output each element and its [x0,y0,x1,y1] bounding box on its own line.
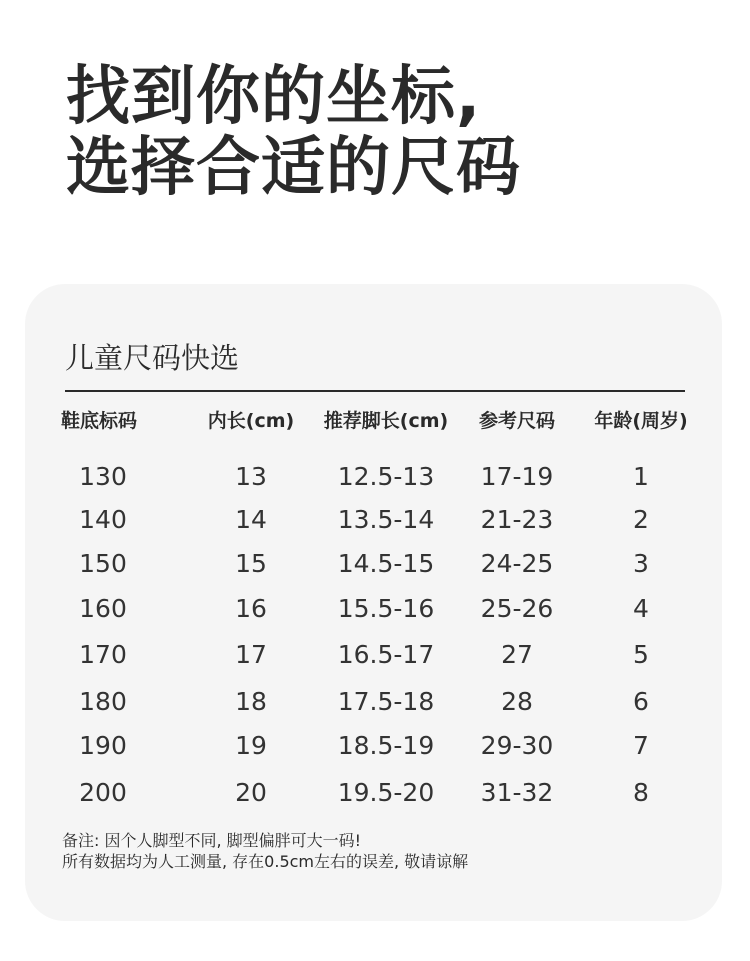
cell-age: 3 [633,549,649,578]
header-reference-size: 参考尺码 [478,410,555,432]
cell-foot-length: 15.5-16 [337,594,435,623]
size-chart-card [25,284,722,921]
header-sole-size: 鞋底标码 [61,410,138,432]
card-title: 儿童尺码快选 [65,341,240,375]
size-table [25,410,722,807]
table-row [25,505,722,534]
cell-reference-size: 24-25 [480,549,554,578]
cell-age: 2 [633,505,649,534]
cell-foot-length: 12.5-13 [337,462,435,491]
headline [66,62,521,204]
cell-foot-length: 13.5-14 [337,505,435,534]
cell-sole-size: 140 [79,505,127,534]
cell-inner-length: 14 [235,505,267,534]
cell-inner-length: 16 [235,594,267,623]
cell-age: 1 [633,462,649,491]
cell-reference-size: 21-23 [480,505,554,534]
table-row [25,594,722,623]
cell-inner-length: 20 [235,778,267,807]
cell-inner-length: 18 [235,687,267,716]
title-divider [65,390,685,392]
cell-age: 5 [633,640,649,669]
table-row [25,731,722,760]
cell-reference-size: 27 [501,640,533,669]
header-foot-length: 推荐脚长(cm) [323,410,449,432]
note-line-1: 备注: 因个人脚型不同, 脚型偏胖可大一码! [62,831,362,850]
cell-reference-size: 28 [501,687,533,716]
cell-sole-size: 160 [79,594,127,623]
cell-inner-length: 13 [235,462,267,491]
cell-inner-length: 19 [235,731,267,760]
cell-inner-length: 15 [235,549,267,578]
cell-age: 6 [633,687,649,716]
cell-age: 7 [633,731,649,760]
cell-age: 4 [633,594,649,623]
cell-reference-size: 25-26 [480,594,554,623]
cell-foot-length: 19.5-20 [337,778,435,807]
header-inner-length: 内长(cm) [207,410,295,432]
cell-foot-length: 16.5-17 [337,640,435,669]
headline-line-2: 选择合适的尺码 [66,131,521,205]
cell-inner-length: 17 [235,640,267,669]
table-row [25,778,722,807]
cell-age: 8 [633,778,649,807]
table-header-row [25,408,722,430]
cell-sole-size: 180 [79,687,127,716]
cell-foot-length: 17.5-18 [337,687,435,716]
cell-reference-size: 29-30 [480,731,554,760]
cell-reference-size: 31-32 [480,778,554,807]
header-age: 年龄(周岁) [594,410,688,432]
table-row [25,640,722,669]
cell-sole-size: 130 [79,462,127,491]
table-row [25,462,722,491]
cell-foot-length: 14.5-15 [337,549,435,578]
cell-sole-size: 170 [79,640,127,669]
table-row [25,687,722,716]
notes [62,830,468,872]
cell-sole-size: 200 [79,778,127,807]
cell-foot-length: 18.5-19 [337,731,435,760]
cell-sole-size: 150 [79,549,127,578]
cell-sole-size: 190 [79,731,127,760]
table-row [25,549,722,578]
headline-line-1: 找到你的坐标, [66,60,482,134]
cell-reference-size: 17-19 [480,462,554,491]
note-line-2: 所有数据均为人工测量, 存在0.5cm左右的误差, 敬请谅解 [62,852,469,871]
